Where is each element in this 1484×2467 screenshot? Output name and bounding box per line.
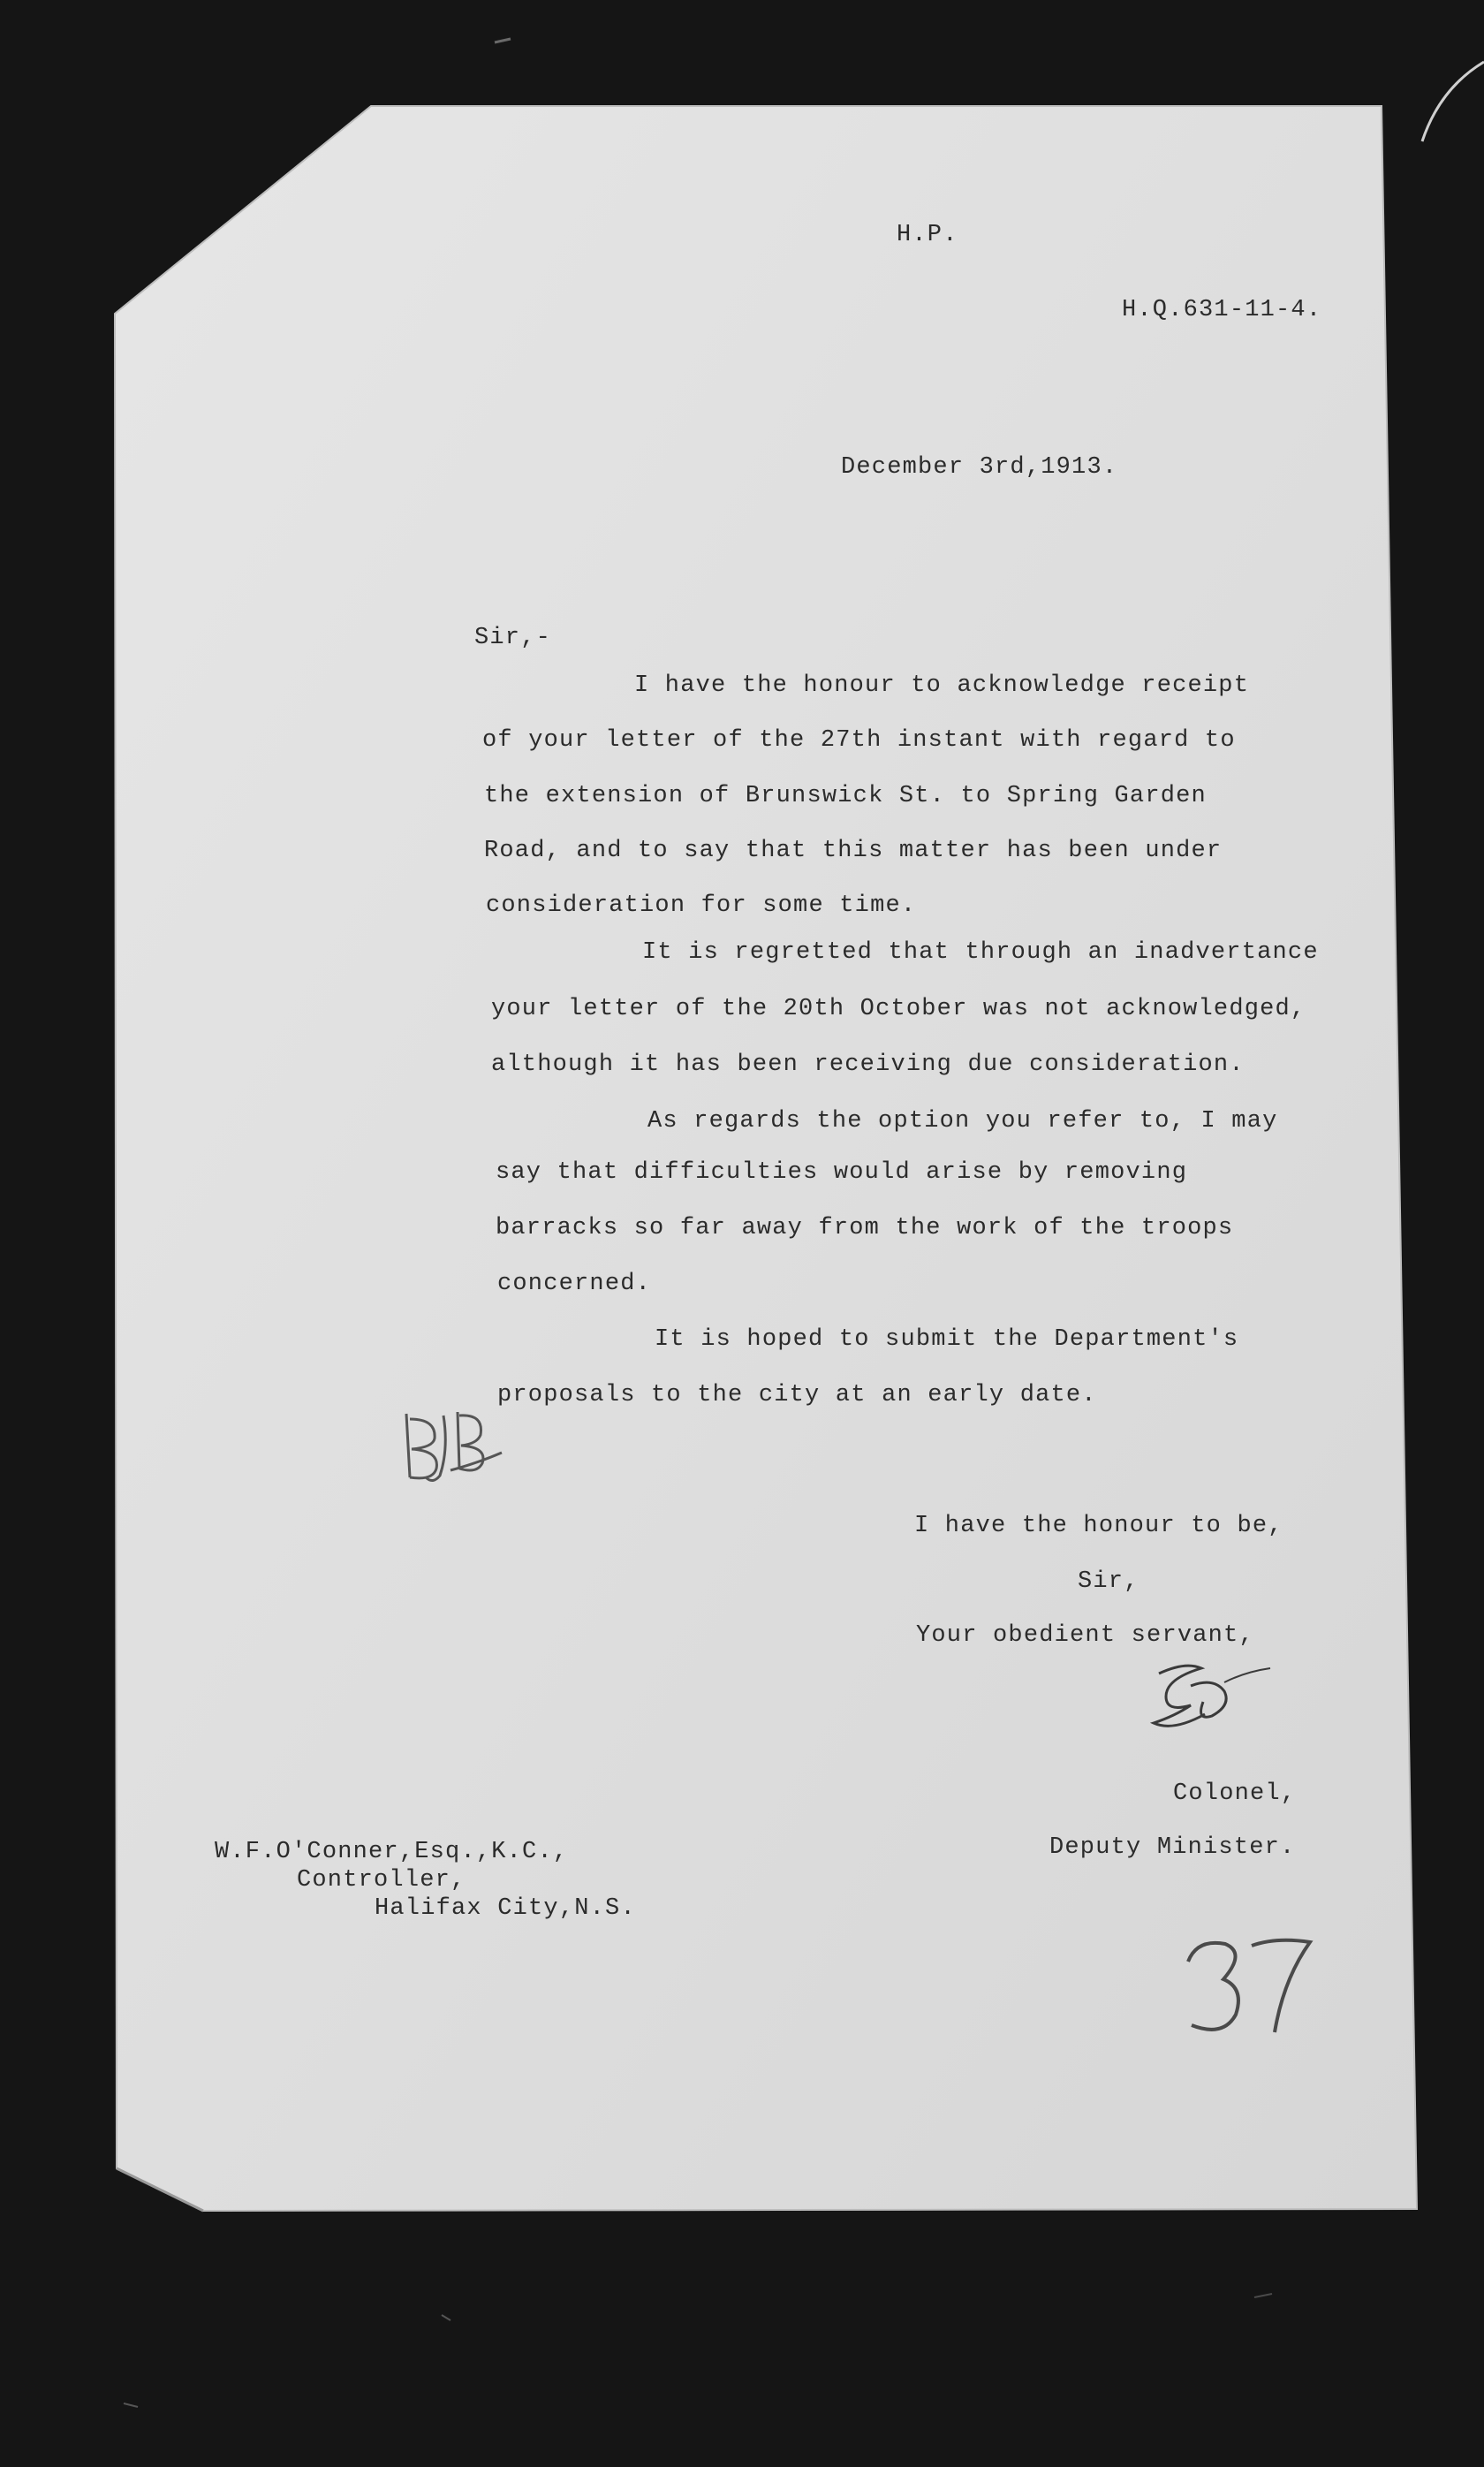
salutation: Sir,- [474,625,552,651]
addressee-role: Controller, [297,1867,466,1894]
body-line: It is hoped to submit the Department's [655,1326,1239,1353]
body-line: proposals to the city at an early date. [497,1382,1097,1408]
closing-line: I have the honour to be, [914,1513,1283,1539]
addressee-place: Halifax City,N.S. [375,1895,636,1922]
letter-date: December 3rd,1913. [841,454,1118,481]
closing-line: Your obedient servant, [916,1622,1254,1649]
handwritten-initials [389,1396,512,1493]
closing-line: Sir, [1078,1568,1140,1595]
body-line: As regards the option you refer to, I may [647,1108,1278,1135]
handwritten-signature [1140,1651,1272,1739]
body-line: your letter of the 20th October was not acknowledged, [491,996,1306,1022]
body-line: the extension of Brunswick St. to Spring Garden [484,783,1207,809]
header-code: H.P. [897,222,958,248]
body-line: concerned. [497,1271,652,1297]
body-line: barracks so far away from the work of the troops [496,1215,1234,1241]
body-line: I have the honour to acknowledge receipt [634,672,1250,699]
file-reference: H.Q.631-11-4. [1122,297,1322,323]
addressee-name: W.F.O'Conner,Esq.,K.C., [215,1839,569,1865]
handwritten-page-number [1170,1926,1329,2059]
body-line: although it has been receiving due consideration. [491,1051,1245,1078]
body-line: Road, and to say that this matter has been under [484,838,1223,864]
signatory-title: Deputy Minister. [1049,1834,1296,1861]
signatory-rank: Colonel, [1173,1780,1297,1807]
body-line: of your letter of the 27th instant with regard to [482,727,1236,754]
body-line: say that difficulties would arise by removing [496,1159,1188,1186]
body-line: consideration for some time. [486,892,917,919]
body-line: It is regretted that through an inadvertance [642,939,1319,966]
